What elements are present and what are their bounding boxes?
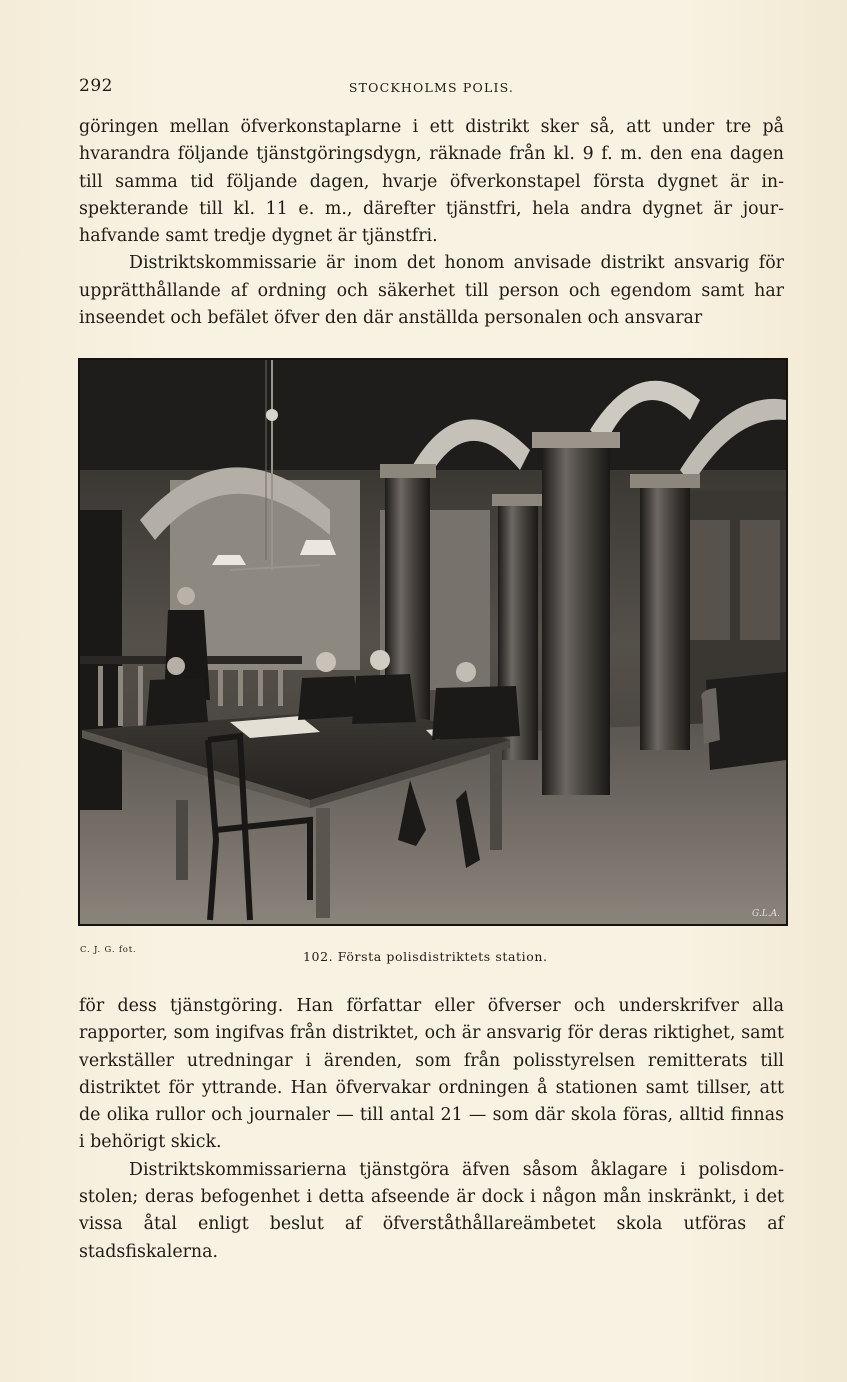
paragraph-duties: för dess tjänstgöring. Han författar eller öfverser och underskrifver alla rapporter, som ingifvas från distriktet, och är ansvarig för deras riktighet, samt verkställer utredningar i ärenden, som från polisstyrelsen remitterats till distriktet för yttrande. Han öfvervakar ordningen å stationen samt tillser, att de olika rullor och journaler — till antal 21 — som där skola föras, alltid finnas i behörigt skick.	[79, 996, 784, 1153]
paragraph-district-commissioner: Distriktskommissarie är inom det honom anvisade distrikt ansvarig för upprätthållande af ordning och säkerhet till person och egendom samt har inseendet och befälet öfver den där anställda personalen och ansvarar	[79, 253, 784, 329]
photo-credit: C. J. G. fot.	[80, 945, 137, 955]
lamp-shade	[212, 555, 246, 565]
lamp-shade	[300, 540, 336, 555]
station-photograph	[78, 358, 788, 926]
engraver-mark: G.L.A.	[752, 909, 780, 919]
running-head: STOCKHOLMS POLIS.	[348, 80, 515, 95]
figure-caption: 102. Första polisdistriktets station.	[303, 949, 548, 964]
text-block-bottom	[79, 993, 784, 1266]
column	[640, 480, 690, 750]
text-block-top	[79, 114, 784, 332]
column	[542, 440, 610, 795]
paragraph-prosecutors: Distriktskommissarierna tjänstgöra äfven såsom åklagare i polisdomstolen; deras befogenhet i detta afseende är dock i någon mån inskränkt, i det vissa åtal enligt beslut af öfverståthållareämbetet skola utföras af stadsfiskalerna.	[79, 1159, 784, 1262]
page-number: 292	[79, 76, 113, 96]
page-header	[79, 76, 784, 98]
paragraph-continued: göringen mellan öfverkonstaplarne i ett distrikt sker så, att under tre på hvarandra följande tjänstgöringsdygn, räknade från kl. 9 f. m. den ena dagen till samma tid följande dagen, hvarje öfverkonstapel första dygnet är inspekterande till kl. 11 e. m., därefter tjänstfri, hela andra dygnet är jourhafvande samt tredje dygnet är tjänstfri.	[79, 117, 784, 247]
